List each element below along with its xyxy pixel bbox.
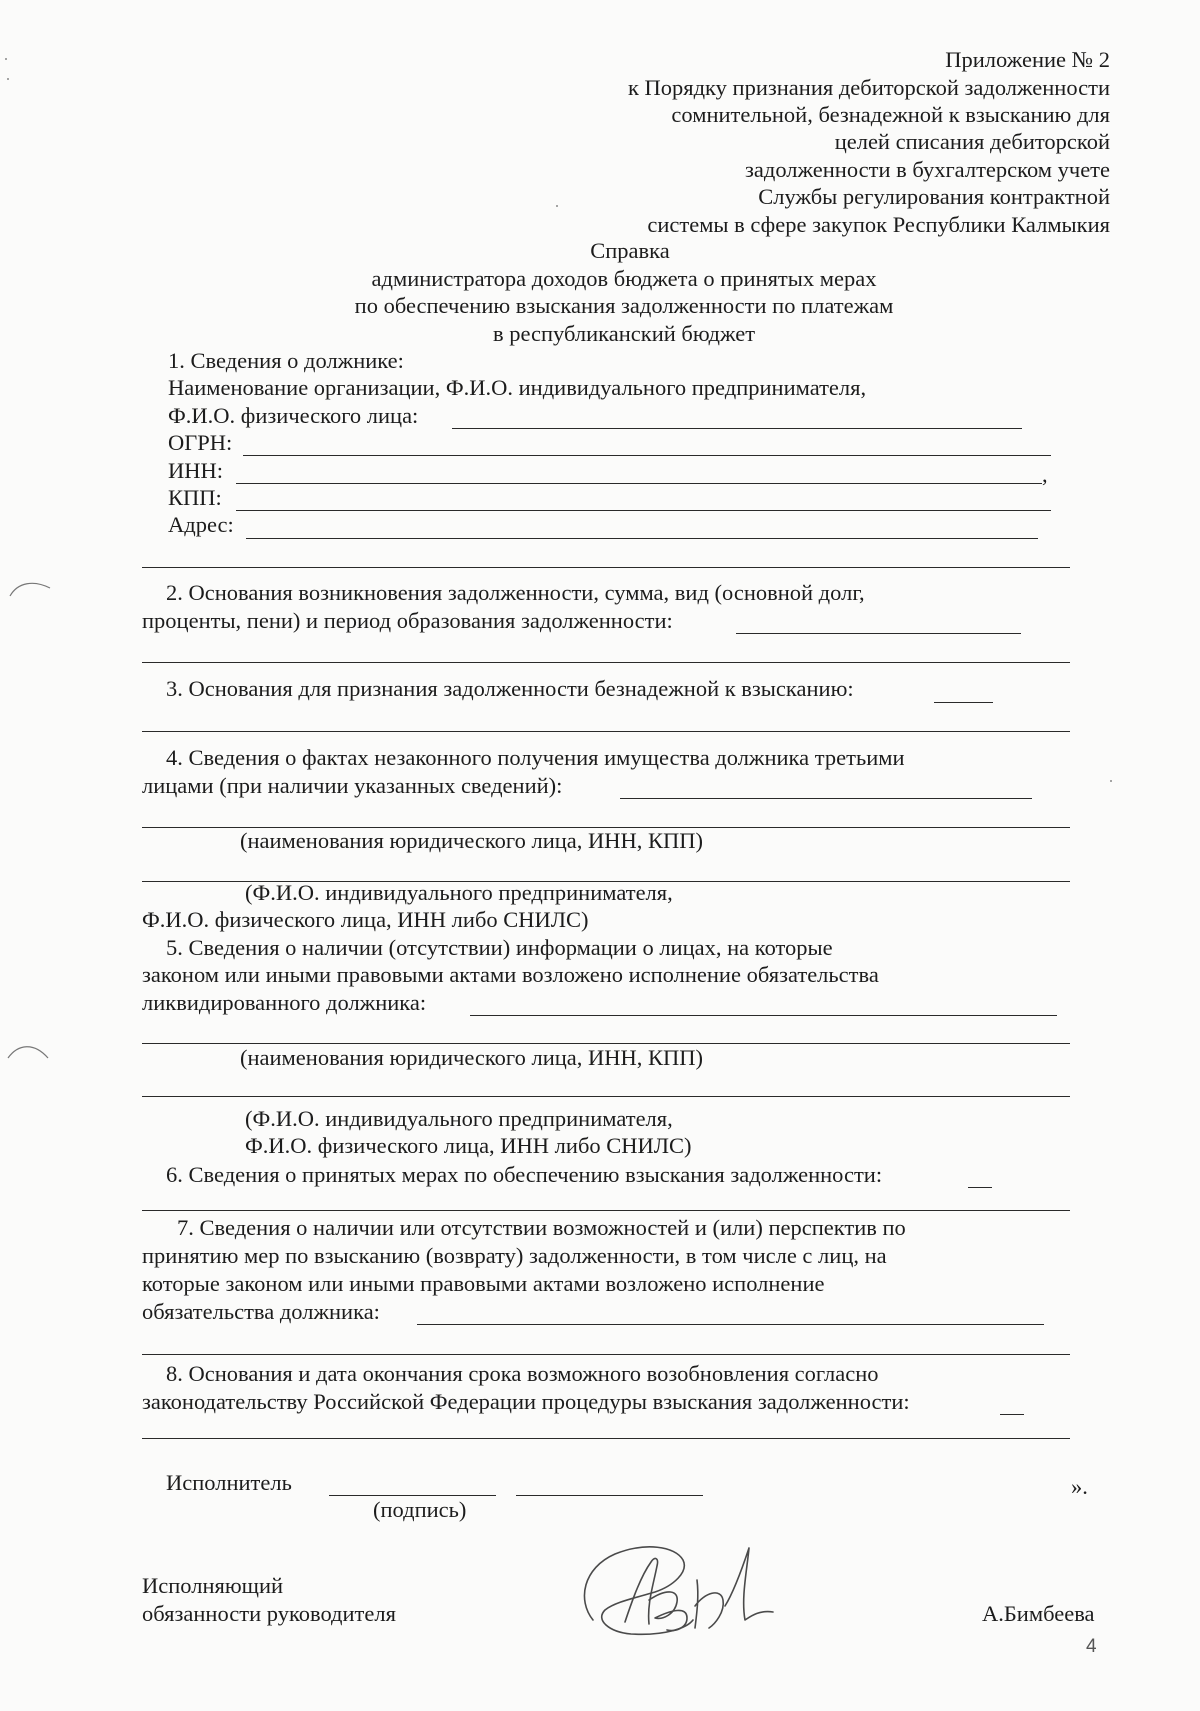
section-text: лицами (при наличии указанных сведений): [142, 773, 563, 798]
section-text: 7. Сведения о наличии или отсутствии возможностей и (или) перспектив по [177, 1215, 906, 1240]
handwritten-signature [575, 1540, 790, 1645]
section-text: 4. Сведения о фактах незаконного получения имущества должника третьими [166, 745, 905, 770]
debt-basis-field-continued[interactable] [142, 662, 1070, 663]
closing-quote: ». [1071, 1474, 1088, 1499]
section-text: законодательству Российской Федерации процедуры взыскания задолженности: [142, 1389, 910, 1414]
person-field[interactable] [142, 1096, 1070, 1097]
field-label: Адрес: [168, 512, 234, 537]
section-text: 6. Сведения о принятых мерах по обеспечению взыскания задолженности: [166, 1162, 883, 1187]
field-label: Ф.И.О. физического лица: [168, 403, 419, 428]
header-line: сомнительной, безнадежной к взысканию для [671, 102, 1110, 127]
field-label: ИНН: [168, 458, 223, 483]
field-hint: (наименования юридического лица, ИНН, КПП) [240, 1045, 704, 1070]
scan-speck [556, 205, 558, 207]
field-hint: Ф.И.О. физического лица, ИНН либо СНИЛС) [245, 1133, 692, 1158]
measures-field[interactable] [968, 1187, 992, 1188]
page-number: 4 [1086, 1636, 1097, 1657]
field-hint: (наименования юридического лица, ИНН, КПП) [240, 828, 704, 853]
section-text: законом или иными правовыми актами возложено исполнение обязательства [142, 962, 879, 987]
inn-comma: , [1042, 462, 1048, 487]
field-label: КПП: [168, 485, 222, 510]
header-line: системы в сфере закупок Республики Калмыкия [647, 212, 1110, 237]
section-text: 2. Основания возникновения задолженности, сумма, вид (основной долг, [166, 580, 865, 605]
section-heading: 1. Сведения о должнике: [168, 348, 404, 373]
illegal-property-field[interactable] [620, 798, 1032, 799]
section-text: которые законом или иными правовыми актами возложено исполнение [142, 1271, 825, 1296]
executor-name-field[interactable] [516, 1495, 703, 1496]
liable-persons-field[interactable] [470, 1015, 1057, 1016]
section-text: 5. Сведения о наличии (отсутствии) информации о лицах, на которые [166, 935, 833, 960]
prospects-field[interactable] [417, 1324, 1044, 1325]
executor-signature-field[interactable] [329, 1495, 496, 1496]
signatory-role: обязанности руководителя [142, 1601, 396, 1626]
resumption-field[interactable] [1000, 1414, 1024, 1415]
section-text: 3. Основания для признания задолженности безнадежной к взысканию: [166, 676, 854, 701]
header-line: Службы регулирования контрактной [758, 184, 1110, 209]
executor-label: Исполнитель [166, 1470, 292, 1495]
inn-field[interactable] [236, 483, 1042, 484]
scan-speck [7, 78, 9, 80]
scan-mark-arc [6, 1040, 52, 1062]
debtor-name-field[interactable] [452, 428, 1022, 429]
title-line: в республиканский бюджет [492, 321, 756, 346]
header-line: задолженности в бухгалтерском учете [745, 157, 1110, 182]
debt-basis-field[interactable] [736, 633, 1021, 634]
signature-hint: (подпись) [373, 1497, 467, 1522]
measures-field-continued[interactable] [142, 1210, 1070, 1211]
signatory-name: А.Бимбеева [982, 1601, 1095, 1626]
field-hint: Ф.И.О. физического лица, ИНН либо СНИЛС) [142, 907, 589, 932]
field-hint: (Ф.И.О. индивидуального предпринимателя, [245, 880, 673, 905]
section-text: ликвидированного должника: [142, 990, 427, 1015]
field-label: Наименование организации, Ф.И.О. индивидуального предпринимателя, [168, 375, 867, 400]
hopeless-basis-field-continued[interactable] [142, 731, 1070, 732]
section-text: принятию мер по взысканию (возврату) задолженности, в том числе с лиц, на [142, 1243, 887, 1268]
title-line: Справка [590, 238, 670, 263]
header-line: к Порядку признания дебиторской задолженности [627, 75, 1110, 100]
resumption-field-continued[interactable] [142, 1438, 1070, 1439]
header-line: целей списания дебиторской [834, 129, 1110, 154]
hopeless-basis-field[interactable] [934, 702, 993, 703]
title-line: по обеспечению взыскания задолженности по платежам [354, 293, 894, 318]
ogrn-field[interactable] [243, 455, 1051, 456]
title-line: администратора доходов бюджета о принятых мерах [371, 266, 877, 291]
prospects-field-continued[interactable] [142, 1354, 1070, 1355]
legal-entity-field[interactable] [142, 1043, 1070, 1044]
scan-speck [1110, 780, 1112, 782]
section-text: проценты, пени) и период образования задолженности: [142, 608, 673, 633]
address-field[interactable] [246, 538, 1038, 539]
address-field-continued[interactable] [142, 567, 1070, 568]
signatory-role: Исполняющий [142, 1573, 284, 1598]
field-hint: (Ф.И.О. индивидуального предпринимателя, [245, 1106, 673, 1131]
section-text: обязательства должника: [142, 1299, 380, 1324]
kpp-field[interactable] [236, 510, 1051, 511]
section-text: 8. Основания и дата окончания срока возможного возобновления согласно [166, 1361, 879, 1386]
scan-speck [5, 58, 7, 60]
scan-mark-arc [8, 578, 54, 598]
field-label: ОГРН: [168, 430, 233, 455]
appendix-number: Приложение № 2 [945, 47, 1110, 72]
